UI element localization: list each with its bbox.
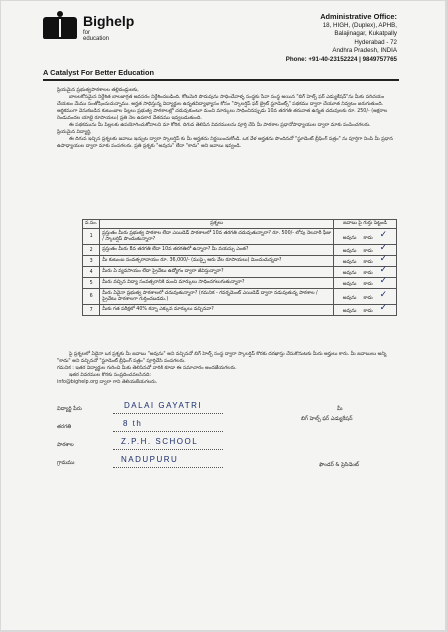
paragraph-request: ఈ పథకమును మీ పిల్లలకు ఉపయోగించుకోవాలని మా కోరిక. దిగువ తెలిపిన వివరములను పూర్తి చేసి మీ పాఠశాల ప్రధానోపాధ్యాయుల ద్వారా మాకు పంపించగలరు. [69, 123, 371, 128]
row-question: మీ కుటుంబ సంవత్సరాదాయం రూ. 36,000/- (ముప్పై ఆరు వేల రూపాయలు) మించుచున్నదా? [100, 256, 334, 267]
answer-no-option[interactable]: కాదు [363, 282, 373, 287]
table-header-row [83, 220, 397, 229]
letter-body [57, 87, 393, 150]
answer-yes-option[interactable]: అవును [342, 271, 357, 276]
row-question: ప్రస్తుతం మీరు 8వ తరగతి లేదా 10వ తరగతిలో ఉన్నారా? మీ వయస్సు ఎంత? [100, 245, 334, 256]
salutation: ప్రియమైన ప్రభుత్వపాఠశాలల తల్లిదండ్రులకు, [57, 88, 139, 93]
row-answer-cell[interactable] [334, 305, 397, 316]
office-title: Administrative Office: [320, 12, 397, 21]
phone-line: Phone: +91-40-23152224 | 9849757765 [285, 55, 397, 63]
answer-yes-option[interactable]: అవును [342, 260, 357, 265]
check-mark-icon: ✓ [379, 254, 388, 264]
answer-no-option[interactable]: కాదు [363, 295, 373, 301]
check-mark-icon: ✓ [379, 265, 388, 275]
header-serial: వ.సం. [83, 220, 100, 229]
tagline: A Catalyst For Better Education [43, 68, 155, 77]
answer-yes-option[interactable]: అవును [342, 295, 357, 301]
note-email: info@bighelp.org ద్వారా గాని తెలియజేయగలరు. [57, 380, 158, 385]
table-row [83, 305, 397, 316]
form-label-village: గ్రామము [57, 460, 75, 466]
student-name-value[interactable]: DALAI GAYATRI [124, 401, 203, 410]
brand-name: Bighelp [83, 13, 135, 29]
answer-no-option[interactable]: కాదు [363, 249, 373, 254]
answer-yes-option[interactable]: అవును [342, 282, 357, 287]
answer-yes-option[interactable]: అవును [342, 235, 357, 241]
village-field-line [113, 467, 223, 468]
note-eligibility: పై ప్రశ్నలలో ఏదైనా ఒక ప్రశ్నకు మీ జవాబు "అవును" అని వచ్చినచో బిగ్ హెల్ప్ సంస్థ ద్వారా స్కాలర్షిప్ కొరకు దరఖాస్తు చేసుకొనుటకు మీరు అర్హులు కారు. మీ జవాబులు అన్ని "కాదు" అని వచ్చినచో "స్టూడెంట్ బ్రీఫింగ్ పత్రం" పూర్తిచేసి పంపగలరు. [57, 352, 387, 364]
row-answer-cell[interactable] [334, 245, 397, 256]
row-question: మీరు ఏ వ్యవసాయం లేదా ప్రైవేటు ఉద్యోగం ద్వారా జీవిస్తున్నారా? [100, 267, 334, 278]
row-number: 7 [83, 305, 100, 316]
header-questions: ప్రశ్నలు [100, 220, 334, 229]
answer-no-option[interactable]: కాదు [363, 235, 373, 241]
table-row [83, 267, 397, 278]
paragraph-intro: బాలలకోసమైన నిర్దేశిత బాలజాగ్రత అవసరం నిర్దేశించబడింది. కోటమెరి పొదుపును సాధించేవాళ్ళ సంస్థకు సేవా సంస్థ అయిన "బిగ్ హెల్ప్ ఫర్ ఎడ్యుకేషన్"ను మీకు పరిచయం చేయటం మేము సంతోషించుచున్నాము. అర్హత సాధిస్తున్న విద్యార్థుల ఉన్నతవిద్యాభ్యాసం కోసం "స్కాలర్షిప్ ఫర్ బ్రైట్ స్టూడెంట్స్" పథకము ద్వారా చేయూత నివ్వటం జరుగుతుంది. ఆర్థికముగా వెనుకబడిన కుటుంబాల పిల్లలు ప్రభుత్వ పాఠశాలల్లో చదువుకుంటూ మంచి మార్కులు సాధించినప్పుడు 10వ తరగతి తరువాత ఉన్నత చదువులకు రూ. 250/- (అక్షరాల రెండువందల యాభై రూపాయలు) ప్రతి నెల ఉపకార వేతనము ఇవ్వబడుతుంది. [57, 95, 388, 121]
row-answer-cell[interactable] [334, 229, 397, 245]
row-number: 5 [83, 278, 100, 289]
check-mark-icon: ✓ [379, 289, 388, 300]
row-number: 6 [83, 289, 100, 305]
table-row [83, 256, 397, 267]
signatory-role: ఫౌండర్ & ప్రెసిడెంట్ [319, 462, 359, 468]
note-remark: గమనిక : ఇతర విద్యార్థుల గురించి మీకు తెలిసినచో వారికి కూడా ఈ సమాచారం అందజేయగలరు. [57, 366, 237, 371]
row-answer-cell[interactable] [334, 267, 397, 278]
document-page [1, 1, 445, 630]
office-address-block [286, 13, 397, 65]
check-mark-icon: ✓ [379, 303, 388, 313]
answer-yes-option[interactable]: అవును [342, 309, 357, 314]
header-rule [43, 79, 399, 81]
row-question: మీరు వచ్చిన విద్యా సంవత్సరానికి మంచి మార్కులు సాధించగలుగుతున్నారా? [100, 278, 334, 289]
header-answer: జవాబు పై గుర్తు పెట్టండి [334, 220, 397, 229]
note-contact: ఇతర వివరముల కొరకు సంప్రదించవలసినది: [69, 373, 152, 378]
address-line: 18, HIGH, (Duplex), APHB, [322, 21, 397, 29]
row-answer-cell[interactable] [334, 289, 397, 305]
row-question: ప్రస్తుతం మీరు ప్రభుత్వ పాఠశాల లేదా ఎయిడెడ్ పాఠశాలలో 10వ తరగతి చదువుతున్నారా? రూ. 500/- లోపు నెలవారీ ఫీజు / స్కాలర్షిప్ పొందుతున్నారా? [100, 229, 334, 245]
class-field-line [113, 431, 223, 432]
row-number: 2 [83, 245, 100, 256]
table-row [83, 229, 397, 245]
row-number: 1 [83, 229, 100, 245]
address-line: Balajinagar, Kukatpally [334, 30, 397, 38]
row-number: 4 [83, 267, 100, 278]
notes-block [57, 351, 393, 386]
answer-yes-option[interactable]: అవును [342, 249, 357, 254]
closing: మీ [337, 406, 343, 412]
brand-subtitle: for education [83, 30, 110, 42]
row-answer-cell[interactable] [334, 278, 397, 289]
check-mark-icon: ✓ [379, 229, 388, 240]
address-line: Hyderabad - 72 [354, 38, 397, 46]
name-field-line [113, 413, 223, 414]
table-row [83, 278, 397, 289]
school-field-line [113, 449, 223, 450]
form-label-school: పాఠశాల [57, 442, 74, 448]
form-label-name: విద్యార్థి పేరు [57, 406, 82, 412]
row-answer-cell[interactable] [334, 256, 397, 267]
check-mark-icon: ✓ [379, 243, 388, 253]
school-value[interactable]: Z.P.H. SCHOOL [121, 437, 199, 446]
form-label-class: తరగతి [57, 424, 72, 430]
organization-name: బిగ్ హెల్ప్ ఫర్ ఎడ్యుకేషన్ [301, 416, 353, 422]
paragraph-instructions: ఈ దిగువ ఇచ్చిన ప్రశ్నలకు జవాబు ఇచ్చుట ద్వారా స్కాలర్షిప్ కు మీ అర్హతను నిర్ణయించుకోండి. ఒక వేళ అర్హతను పొందినచో "స్టూడెంట్ బ్రీఫింగ్ పత్రం" ను పూర్తిగా నింపి మీ ప్రధాన ఉపాధ్యాయుల ద్వారా మాకు పంపగలరు. ప్రతి ప్రశ్నకు "అవును" లేదా "కాదు" అని జవాబు ఇవ్వండి. [57, 137, 393, 149]
check-mark-icon: ✓ [379, 276, 388, 286]
class-value[interactable]: 8 th [123, 419, 143, 428]
answer-no-option[interactable]: కాదు [363, 309, 373, 314]
row-question: మీరు ఏవైనా ప్రభుత్వ పాఠశాలలో చదువుతున్నారా? (గమనిక - గవర్నమెంట్ ఎయిడెడ్ ద్వారా నడుపుతున్న పాఠశాల / ప్రైవేటు పాఠశాలగా గుర్తించబడదు.) [100, 289, 334, 305]
table-row [83, 289, 397, 305]
table-row [83, 245, 397, 256]
village-value[interactable]: NADUPURU [121, 455, 179, 464]
eligibility-table [82, 219, 397, 316]
address-line: Andhra Pradesh, INDIA [332, 47, 397, 55]
salutation-student: ప్రియమైన విద్యార్థి, [57, 130, 92, 135]
row-number: 3 [83, 256, 100, 267]
row-question: మీకు గత పరీక్షలో 40% కన్నా ఎక్కువ మార్కులు వచ్చినవా? [100, 305, 334, 316]
answer-no-option[interactable]: కాదు [363, 260, 373, 265]
book-person-logo-icon [43, 17, 77, 39]
answer-no-option[interactable]: కాదు [363, 271, 373, 276]
